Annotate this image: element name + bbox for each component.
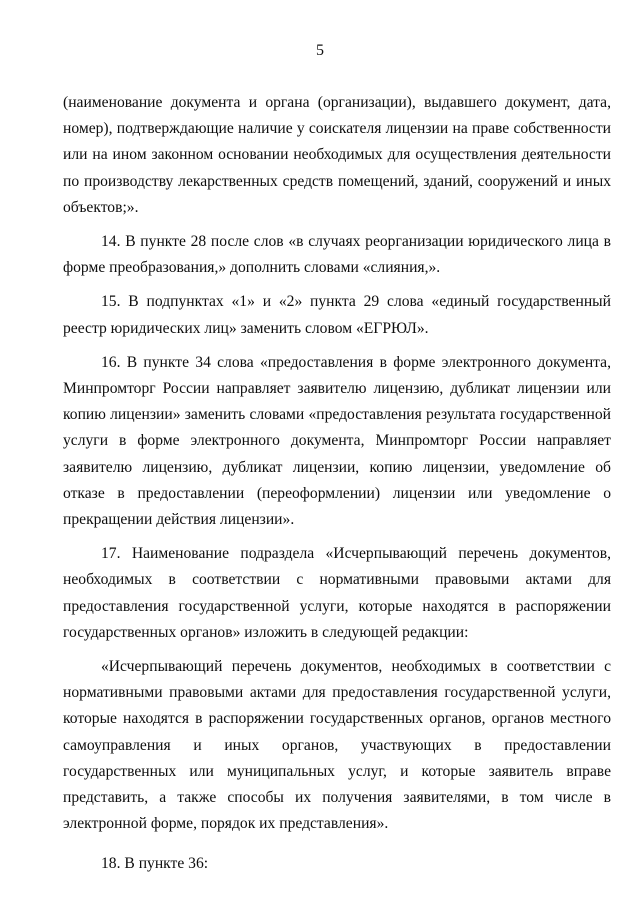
paragraph-quoted-heading: «Исчерпывающий перечень документов, необходимых в соответствии с нормативными правовыми актами для предоставления государственной услуги, которые находятся в распоряжении государственных органов, органов местного самоуправления и иных органов, участвующих в предоставлении государственных или муниципальных услуг, и которые заявитель вправе представить, а также способы их получения заявителями, в том числе в электронной форме, порядок их представления». (63, 658, 611, 833)
paragraph-item-15: 15. В подпунктах «1» и «2» пункта 29 слова «единый государственный реестр юридических лиц» заменить словом «ЕГРЮЛ». (63, 293, 611, 337)
paragraph-item-18: 18. В пункте 36: (101, 855, 209, 873)
page-number: 5 (316, 42, 324, 59)
paragraph-objects-list: (наименование документа и органа (организации), выдавшего документ, дата, номер), подтверждающие наличие у соискателя лицензии на праве собственности или на ином законном основании необходимых для осуществления деятельности по производству лекарственных средств помещений, зданий, сооружений и иных объектов;». (63, 94, 611, 216)
document-body (63, 90, 611, 878)
paragraph-item-17: 17. Наименование подраздела «Исчерпывающий перечень документов, необходимых в соответствии с нормативными правовыми актами для предоставления государственной услуги, которые находятся в распоряжении государственных органов» изложить в следующей редакции: (63, 545, 611, 641)
paragraph-item-14: 14. В пункте 28 после слов «в случаях реорганизации юридического лица в форме преобразования,» дополнить словами «слияния,». (63, 233, 611, 277)
paragraph-item-16: 16. В пункте 34 слова «предоставления в форме электронного документа, Минпромторг России направляет заявителю лицензию, дубликат лицензии или копию лицензии» заменить словами «предоставления результата государственной услуги в форме электронного документа, Минпромторг России направляет заявителю лицензию, дубликат лицензии, копию лицензии, уведомление об отказе в предоставлении (переоформлении) лицензии или уведомление о прекращении действия лицензии». (63, 353, 611, 529)
